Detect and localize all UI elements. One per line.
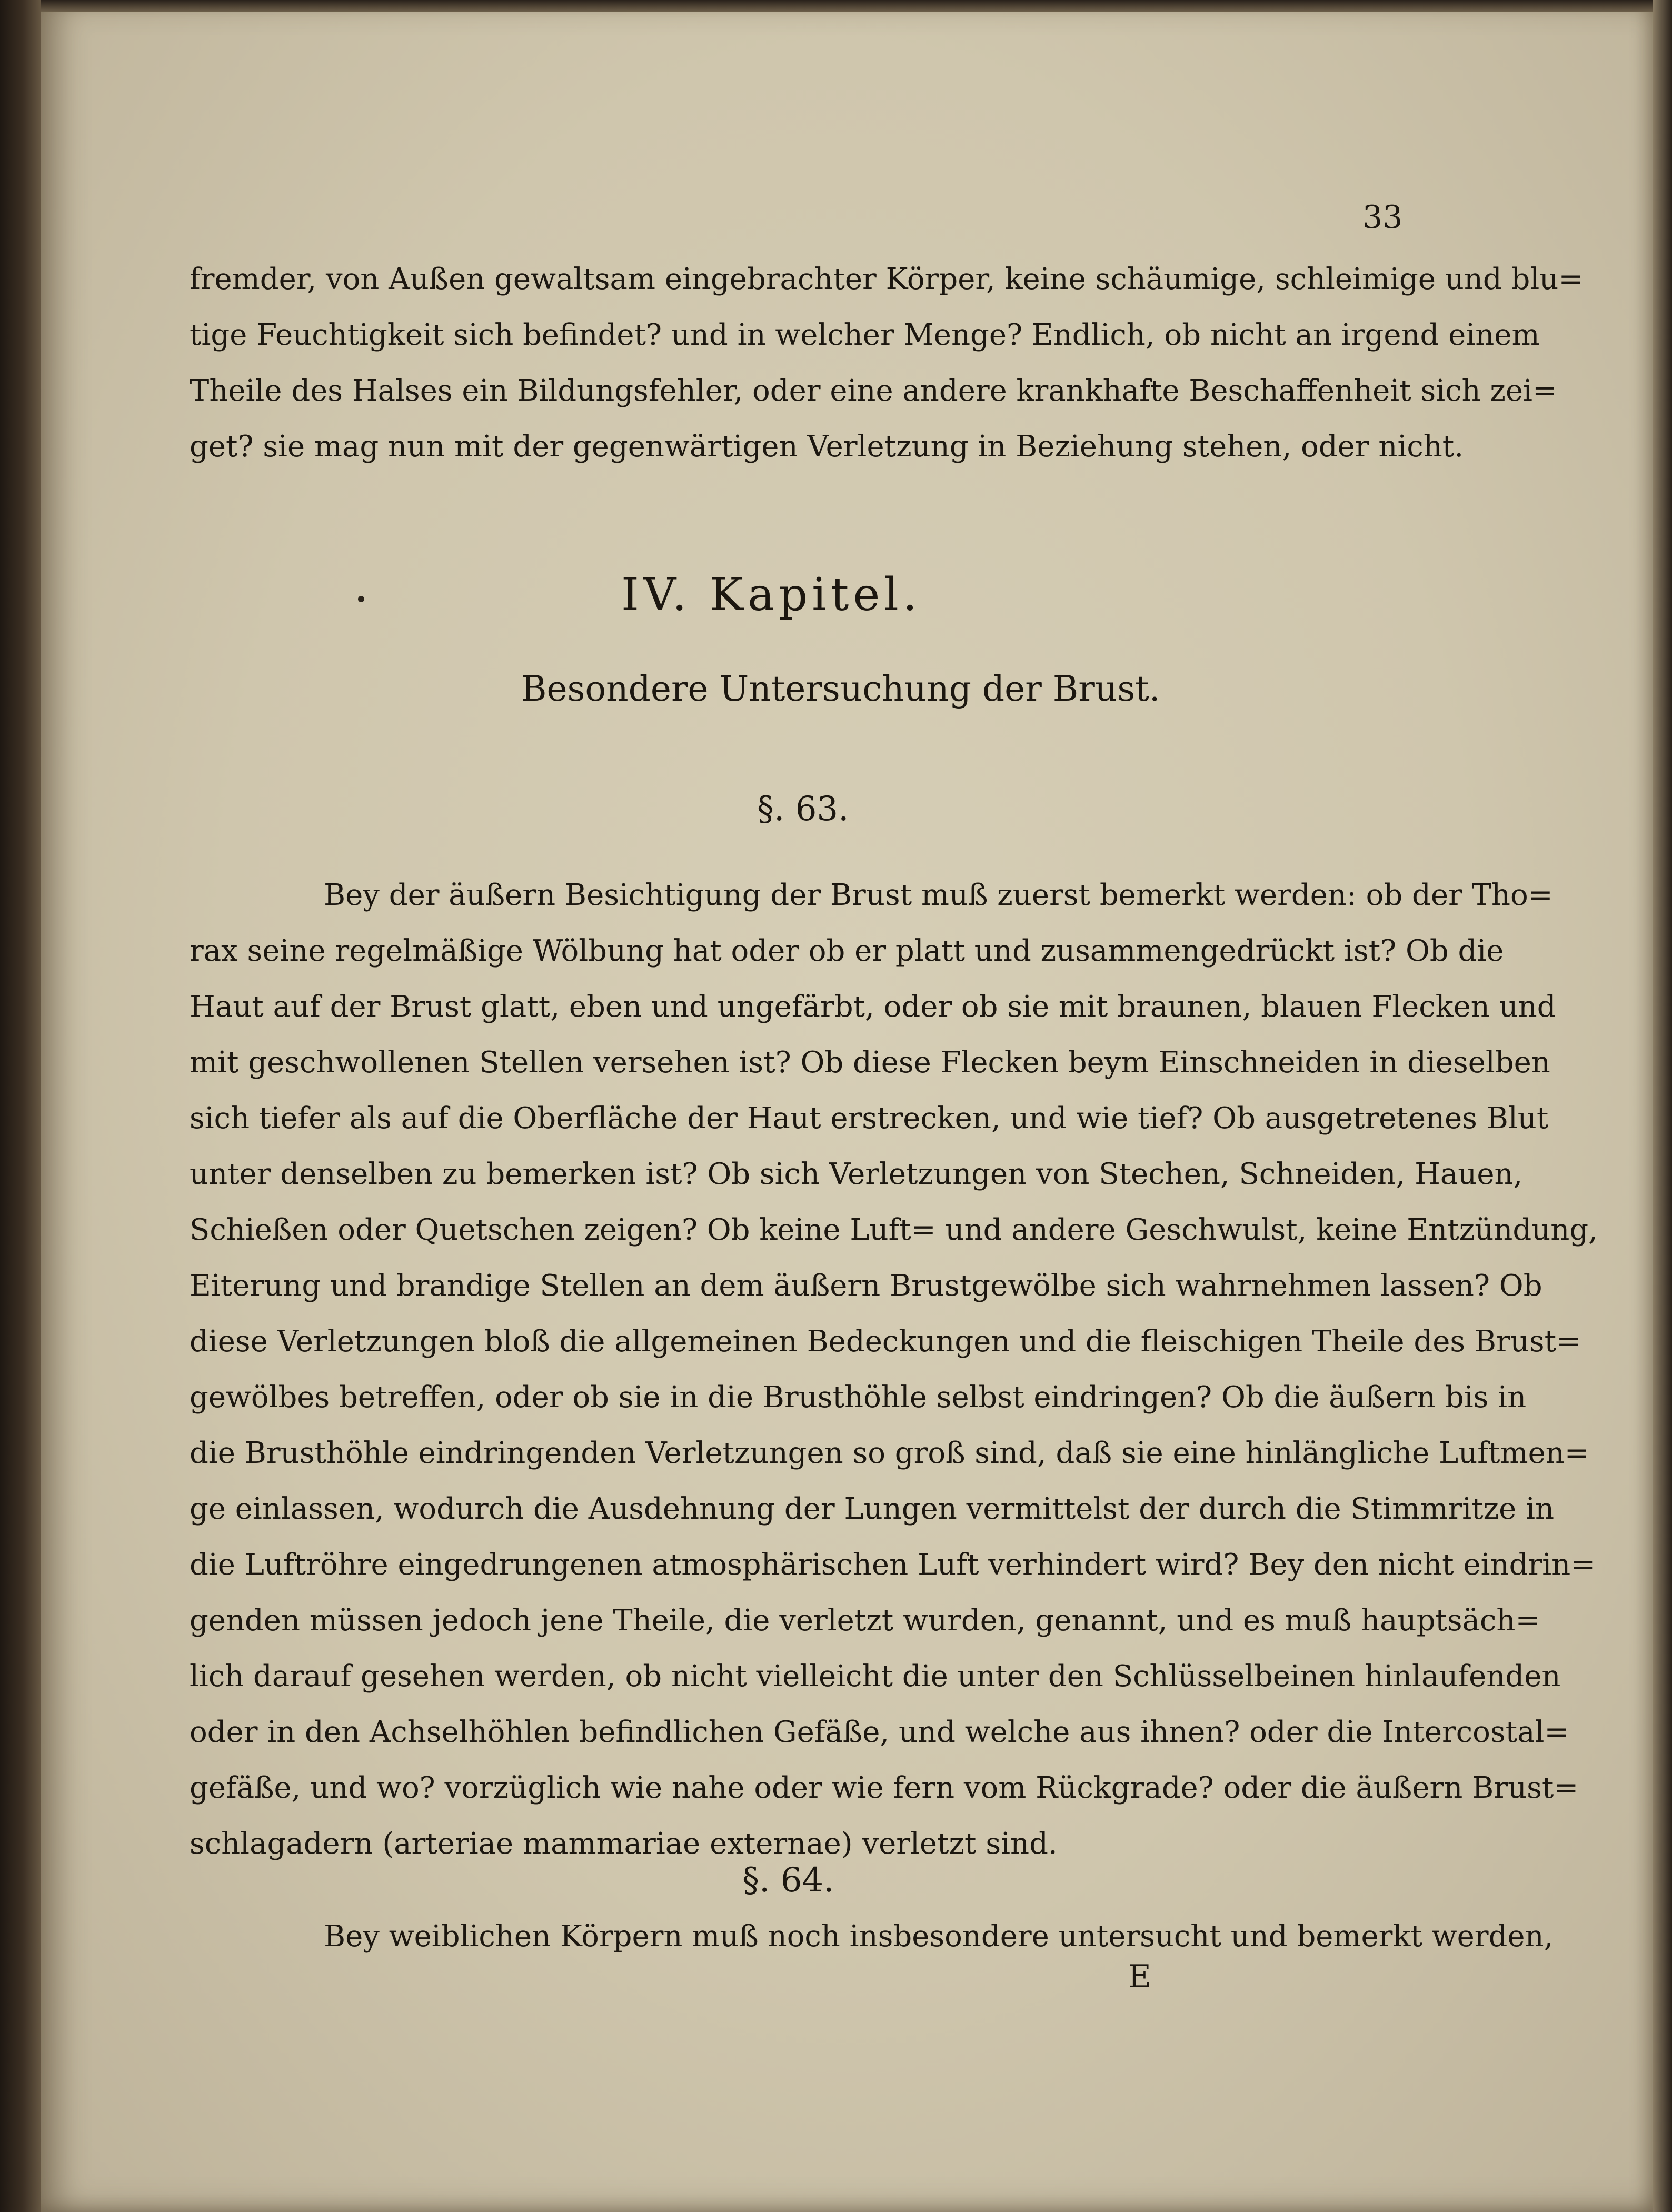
section-63-line-11: die Brusthöhle eindringenden Verletzungen so groß sind, daß sie eine hinlängliche Luftmen= — [190, 1436, 1589, 1470]
section-63-line-18: schlagadern (arteriae mammariae externae) verletzt sind. — [190, 1827, 1058, 1861]
page-number: 33 — [1362, 199, 1403, 236]
section-63-line-8: Eiterung und brandige Stellen an dem äußern Brustgewölbe sich wahrnehmen lassen? Ob — [190, 1269, 1542, 1303]
section-63-line-1: Bey der äußern Besichtigung der Brust muß zuerst bemerkt werden: ob der Tho= — [324, 878, 1553, 912]
top-paragraph-line-4: get? sie mag nun mit der gegenwärtigen Verletzung in Beziehung stehen, oder nicht. — [190, 430, 1464, 464]
chapter-title: IV. Kapitel. — [621, 569, 922, 621]
section-63-line-2: rax seine regelmäßige Wölbung hat oder ob er platt und zusammengedrückt ist? Ob die — [190, 934, 1504, 968]
decorative-dot — [358, 596, 364, 602]
page-right-edge — [1653, 0, 1672, 2212]
section-63-heading: §. 63. — [757, 790, 849, 829]
section-63-line-15: lich darauf gesehen werden, ob nicht vielleicht die unter den Schlüsselbeinen hinlaufenden — [190, 1659, 1561, 1693]
section-63-line-3: Haut auf der Brust glatt, eben und ungefärbt, oder ob sie mit braunen, blauen Flecken und — [190, 990, 1556, 1024]
top-paragraph-line-3: Theile des Halses ein Bildungsfehler, oder eine andere krankhafte Beschaffenheit sich zei= — [190, 374, 1557, 408]
section-63-line-14: genden müssen jedoch jene Theile, die verletzt wurden, genannt, und es muß hauptsäch= — [190, 1603, 1540, 1638]
section-63-line-6: unter denselben zu bemerken ist? Ob sich Verletzungen von Stechen, Schneiden, Hauen, — [190, 1157, 1523, 1191]
section-63-line-12: ge einlassen, wodurch die Ausdehnung der Lungen vermittelst der durch die Stimmritze in — [190, 1492, 1555, 1526]
chapter-subtitle: Besondere Untersuchung der Brust. — [521, 669, 1160, 709]
section-63-line-7: Schießen oder Quetschen zeigen? Ob keine Luft= und andere Geschwulst, keine Entzündung, — [190, 1213, 1598, 1247]
catchword: E — [1128, 1958, 1151, 1995]
section-64-heading: §. 64. — [742, 1861, 834, 1900]
top-paragraph-line-1: fremder, von Außen gewaltsam eingebrachter Körper, keine schäumige, schleimige und blu= — [190, 262, 1584, 296]
section-63-line-17: gefäße, und wo? vorzüglich wie nahe oder wie fern vom Rückgrade? oder die äußern Brust= — [190, 1771, 1579, 1805]
top-paragraph-line-2: tige Feuchtigkeit sich befindet? und in welcher Menge? Endlich, ob nicht an irgend einem — [190, 318, 1540, 352]
section-63-line-5: sich tiefer als auf die Oberfläche der Haut erstrecken, und wie tief? Ob ausgetretenes Blut — [190, 1101, 1549, 1135]
page-top-edge — [41, 0, 1653, 12]
section-64-line-1: Bey weiblichen Körpern muß noch insbesondere untersucht und bemerkt werden, — [324, 1919, 1554, 1954]
section-63-line-9: diese Verletzungen bloß die allgemeinen Bedeckungen und die fleischigen Theile des Brust= — [190, 1324, 1581, 1359]
section-63-line-13: die Luftröhre eingedrungenen atmosphärischen Luft verhindert wird? Bey den nicht eindrin= — [190, 1548, 1596, 1582]
section-63-line-10: gewölbes betreffen, oder ob sie in die Brusthöhle selbst eindringen? Ob die äußern bis in — [190, 1380, 1527, 1414]
section-63-line-16: oder in den Achselhöhlen befindlichen Gefäße, und welche aus ihnen? oder die Intercostal= — [190, 1715, 1569, 1749]
section-63-line-4: mit geschwollenen Stellen versehen ist? Ob diese Flecken beym Einschneiden in dieselben — [190, 1045, 1550, 1080]
